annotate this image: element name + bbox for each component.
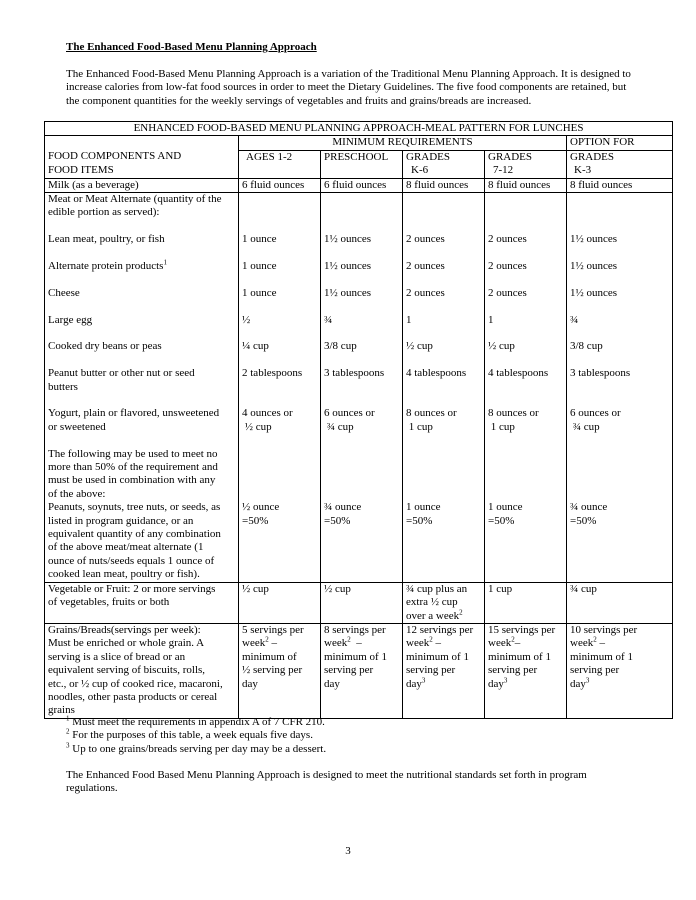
column-header-row — [45, 150, 673, 178]
peanut-butter-value: 2 tablespoons — [242, 367, 303, 380]
grains-breads-value — [485, 623, 567, 718]
meat-item-value: 1½ ounces — [324, 286, 372, 299]
grains-value-line: minimum of — [242, 650, 297, 663]
table-caption-row — [45, 122, 673, 136]
meat-item-value: 1 ounce — [242, 286, 277, 299]
nuts-seeds-value: ¾ ounce — [324, 501, 362, 514]
grains-breads-value — [567, 623, 673, 718]
yogurt-value: 6 ounces or — [324, 407, 375, 420]
column-header-grades-k-3: GRADES K-3 — [567, 150, 673, 178]
meat-item-value: 2 ounces — [488, 260, 527, 272]
yogurt-value: ¾ cup — [570, 420, 600, 433]
closing-paragraph: The Enhanced Food Based Menu Planning Approach is designed to meet the nutritional standards set forth in program regulations. — [66, 769, 587, 795]
yogurt-value: 4 ounces or — [242, 407, 293, 420]
grains-value-line: serving per — [570, 664, 620, 677]
grains-value-line: week$^2$ – — [242, 635, 277, 650]
table-caption: ENHANCED FOOD-BASED MENU PLANNING APPROACH-MEAL PATTERN FOR LUNCHES — [45, 122, 673, 136]
vegetable-fruit-value: ½ cup — [321, 582, 403, 623]
meat-item-value: 1 ounce — [242, 233, 277, 246]
yogurt-value: 8 ounces or — [488, 407, 539, 420]
grains-value-line: day$^3$ — [406, 675, 426, 690]
intro-paragraph: The Enhanced Food-Based Menu Planning Approach is a variation of the Traditional Menu Planning Approach. It is designed to increase calories from low-fat food sources in order to meet the Dietary Guidelines. The five food components are retained, but the component quantities for the weekly servings of vegetables and fruits and grains/breads are increased. — [66, 68, 631, 107]
column-header-ages-1-2: AGES 1-2 — [239, 150, 321, 178]
grains-value-line: week$^2$– — [488, 635, 521, 650]
yogurt-value: 1 cup — [406, 420, 433, 433]
grains-breads-row — [45, 623, 673, 718]
grains-value-line: serving per — [406, 664, 456, 677]
yogurt-value: ¾ cup — [324, 420, 354, 433]
meat-item-value: 3/8 cup — [570, 340, 603, 353]
milk-value: 8 fluid ounces — [403, 178, 485, 192]
nuts-seeds-value: =50% — [324, 514, 351, 527]
meat-item-value: 1½ ounces — [324, 260, 372, 272]
meat-item-value: ½ cup — [488, 340, 515, 353]
footnote: $^2$ For the purposes of this table, a week equals five days. — [66, 727, 313, 742]
minimum-requirements-header: MINIMUM REQUIREMENTS — [239, 136, 567, 150]
nuts-seeds-value: =50% — [406, 514, 433, 527]
grains-value-line: serving per — [488, 664, 538, 677]
milk-row — [45, 178, 673, 192]
page-number: 3 — [345, 845, 351, 857]
vegetable-fruit-value: 1 cup — [485, 582, 567, 623]
grains-breads-value — [403, 623, 485, 718]
yogurt-value: 6 ounces or — [570, 407, 621, 420]
meat-item-value: 2 ounces — [406, 233, 445, 246]
meat-values-preschool — [321, 193, 403, 583]
grains-breads-value — [239, 623, 321, 718]
nuts-seeds-value: 1 ounce — [488, 501, 523, 514]
grains-value-line: 10 servings per — [570, 623, 638, 636]
meal-pattern-table — [44, 121, 673, 719]
nuts-seeds-value: =50% — [242, 514, 269, 527]
vegetable-fruit-value: ½ cup — [239, 582, 321, 623]
meat-item-value: 1½ ounces — [324, 233, 372, 246]
meat-item-value: ¾ — [570, 313, 579, 326]
meat-values-grades-k-6 — [403, 193, 485, 583]
milk-value: 6 fluid ounces — [239, 178, 321, 192]
grains-value-line: 8 servings per — [324, 623, 386, 636]
grains-breads-label: Grains/Breads(servings per week): Must be enriched or whole grain. A serving is a slice of bread or an equivalent serving of biscuits, rolls, etc., or ½ cup of cooked rice, macaroni, noodles, other pasta products or cereal grains — [45, 623, 239, 718]
column-header-preschool: PRESCHOOL — [321, 150, 403, 178]
footnote: $^1$ Must meet the requirements in appendix A of 7 CFR 210. — [66, 714, 325, 728]
vegetable-fruit-row — [45, 582, 673, 623]
meat-item-value: ¼ cup — [242, 340, 269, 353]
meat-values-ages-1-2 — [239, 193, 321, 583]
meat-item-value: 1½ ounces — [570, 260, 618, 272]
grains-value-line: 12 servings per — [406, 623, 474, 636]
meat-values-grades-7-12 — [485, 193, 567, 583]
grains-value-line: week$^2$ – — [324, 635, 362, 650]
meat-values-grades-k-3 — [567, 193, 673, 583]
grains-value-line: week$^2$ – — [570, 635, 605, 650]
grains-value-line: minimum of 1 — [570, 650, 633, 663]
meat-item-value: ¾ — [324, 313, 333, 326]
meat-item-value: 2 ounces — [406, 286, 445, 299]
grains-value-line: day — [324, 677, 340, 690]
footnote: $^3$ Up to one grains/breads serving per day may be a dessert. — [66, 741, 327, 755]
meat-item-value: 1 — [488, 313, 494, 326]
grains-value-line: week$^2$ – — [406, 635, 441, 650]
milk-value: 6 fluid ounces — [321, 178, 403, 192]
grains-value-line: minimum of 1 — [324, 650, 387, 663]
option-for-header: OPTION FOR — [567, 136, 673, 150]
peanut-butter-value: 3 tablespoons — [324, 367, 385, 380]
nuts-seeds-value: 1 ounce — [406, 501, 441, 514]
milk-label: Milk (as a beverage) — [45, 178, 239, 192]
meat-alternate-labels: Meat or Meat Alternate (quantity of the edible portion as served): Lean meat, poultry, or fish Alternate protein products$^1$ Cheese Large egg Cooked dry beans or peas Peanut butter or other nut or seed butters Yogurt, plain or flavored, unsweetened or sweetened The following may be used to meet no more than 50% of the requirement and must be used in combination with any of the above: Peanuts, soynuts, tree nuts, or seeds, as listed in program guidance, or an equivalent quantity of any combination of the above meat/meat alternate (1 ounce of nuts/seeds equals 1 ounce of cooked lean meat, poultry or fish). — [45, 193, 239, 583]
vegetable-fruit-label: Vegetable or Fruit: 2 or more servings of vegetables, fruits or both — [45, 582, 239, 623]
peanut-butter-value: 3 tablespoons — [570, 367, 631, 380]
grains-value-line: minimum of 1 — [406, 650, 469, 663]
grains-breads-value — [321, 623, 403, 718]
grains-value-line: serving per — [324, 664, 374, 677]
meat-alternate-row — [45, 193, 673, 583]
grains-value-line: 5 servings per — [242, 623, 304, 636]
grains-value-line: day$^3$ — [488, 675, 508, 690]
grains-value-line: 15 servings per — [488, 623, 556, 636]
yogurt-value: ½ cup — [242, 420, 272, 433]
milk-value: 8 fluid ounces — [485, 178, 567, 192]
meat-item-value: ½ cup — [406, 340, 433, 353]
column-header-grades-k-6: GRADES K-6 — [403, 150, 485, 178]
grains-value-line: minimum of 1 — [488, 650, 551, 663]
meat-item-value: ½ — [242, 313, 251, 326]
food-components-header: FOOD COMPONENTS AND FOOD ITEMS — [45, 150, 239, 178]
nuts-seeds-value: =50% — [488, 514, 515, 527]
meat-item-value: 1½ ounces — [570, 286, 618, 299]
nuts-seeds-value: =50% — [570, 514, 597, 527]
footnotes — [66, 716, 626, 756]
grains-value-line: ½ serving per — [242, 664, 303, 677]
yogurt-value: 8 ounces or — [406, 407, 457, 420]
meat-item-value: 2 ounces — [406, 260, 445, 272]
grains-value-line: day$^3$ — [570, 675, 590, 690]
peanut-butter-value: 4 tablespoons — [406, 367, 467, 380]
grains-value-line: day — [242, 677, 258, 690]
meat-item-value: 2 ounces — [488, 286, 527, 299]
meat-item-value: 1 ounce — [242, 260, 277, 272]
column-header-grades-7-12: GRADES 7-12 — [485, 150, 567, 178]
vegetable-fruit-value: ¾ cup — [567, 582, 673, 623]
page-heading: The Enhanced Food-Based Menu Planning Approach — [66, 41, 317, 53]
yogurt-value: 1 cup — [488, 420, 515, 433]
nuts-seeds-value: ¾ ounce — [570, 501, 608, 514]
meat-item-value: 1 — [406, 313, 412, 326]
meat-item-value: 1½ ounces — [570, 233, 618, 246]
peanut-butter-value: 4 tablespoons — [488, 367, 549, 380]
nuts-seeds-value: ½ ounce — [242, 501, 280, 514]
meat-item-value: 3/8 cup — [324, 340, 357, 353]
table-subheader-row — [45, 136, 673, 150]
milk-value: 8 fluid ounces — [567, 178, 673, 192]
vegetable-fruit-value: ¾ cup plus an extra ½ cup over a week$^2$ — [403, 582, 485, 623]
meat-item-value: 2 ounces — [488, 233, 527, 246]
